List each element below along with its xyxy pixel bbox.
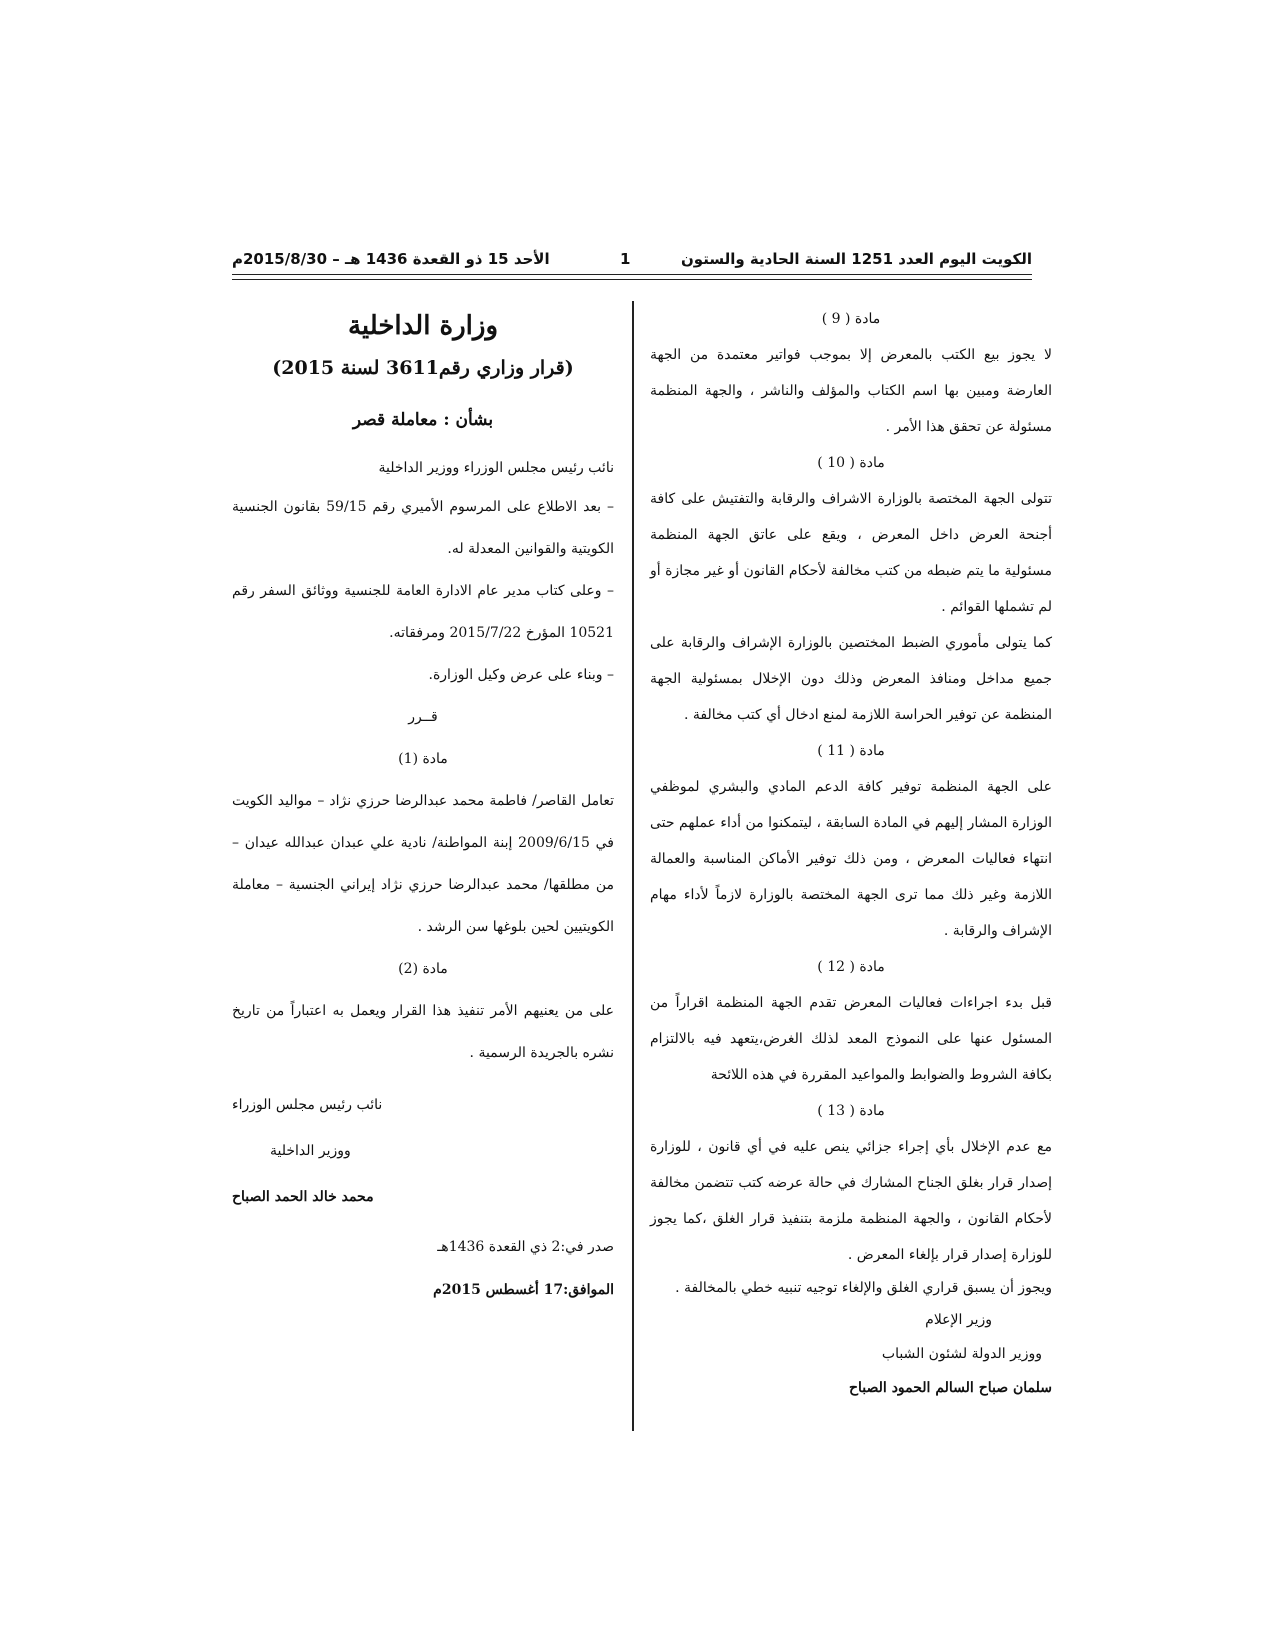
left-signature-block bbox=[232, 1082, 614, 1220]
decree-title: (قرار وزاري رقم3611 لسنة 2015) bbox=[272, 357, 574, 379]
recital-1: – بعد الاطلاع على المرسوم الأميري رقم 59/15 بقانون الجنسية الكويتية والقوانين المعدلة له. bbox=[232, 499, 614, 557]
article-9-text: لا يجوز بيع الكتب بالمعرض إلا بموجب فواتير معتمدة من الجهة العارضة ومبين بها اسم الكتاب والمؤلف والناشر ، والجهة المنظمة مسئولة عن تحقق هذا الأمر . bbox=[650, 347, 1052, 435]
article-13-heading: مادة ( 13 ) bbox=[817, 1103, 885, 1119]
decree-subject: بشأن : معاملة قصر bbox=[352, 410, 494, 430]
issue-date: صدر في:2 ذي القعدة 1436هـ bbox=[437, 1239, 614, 1255]
recital-2: – وعلى كتاب مدير عام الادارة العامة للجنسية ووثائق السفر رقم 10521 المؤرخ 2015/7/22 ومرفقاته. bbox=[232, 583, 614, 641]
article-10-text-2: كما يتولى مأموري الضبط المختصين بالوزارة الإشراف والرقابة على جميع مداخل ومنافذ المعرض وذلك دون الإخلال بمسئولية الجهة المنظمة عن توفير الحراسة اللازمة لمنع ادخال أي كتب مخالفة . bbox=[650, 635, 1052, 723]
recital-3: – وبناء على عرض وكيل الوزارة. bbox=[428, 667, 614, 683]
article-11-text: على الجهة المنظمة توفير كافة الدعم المادي والبشري لموظفي الوزارة المشار إليهم في المادة السابقة ، ليتمكنوا من أداء عملهم حتى انتهاء فعاليات المعرض ، ومن ذلك توفير الأماكن المناسبة والعمالة اللازمة وغير ذلك مما ترى الجهة المختصة بالوزارة لازماً لأداء مهام الإشراف والرقابة . bbox=[650, 779, 1052, 939]
article-2-heading: مادة (2) bbox=[398, 961, 448, 977]
signatory-title-2: ووزير الدولة لشئون الشباب bbox=[881, 1346, 1042, 1362]
corresponding-date: الموافق:17 أغسطس 2015م bbox=[433, 1282, 614, 1298]
header-rule-bottom bbox=[232, 279, 1032, 280]
signatory-title-1: وزير الإعلام bbox=[925, 1312, 992, 1328]
ministry-title: وزارة الداخلية bbox=[347, 311, 499, 341]
article-13-text-2: ويجوز أن يسبق قراري الغلق والإلغاء توجيه تنبيه خطي بالمخالفة . bbox=[675, 1280, 1052, 1296]
column-divider bbox=[632, 301, 634, 1431]
article-12-text: قبل بدء اجراءات فعاليات المعرض تقدم الجهة المنظمة اقراراً من المسئول عنها على النموذج المعد لذلك الغرض،يتعهد فيه بالالتزام بكافة الشروط والضوابط والمواعيد المقررة في هذه اللائحة bbox=[650, 995, 1052, 1083]
article-1-text: تعامل القاصر/ فاطمة محمد عبدالرضا حرزي نژاد – مواليد الكويت في 2009/6/15 إبنة المواطنة/ نادية علي عبدان عبدالله عيدان – من مطلقها/ محمد عبدالرضا حرزي نژاد إيراني الجنسية – معاملة الكويتيين لحين بلوغها سن الرشد . bbox=[232, 793, 615, 935]
article-13-text: مع عدم الإخلال بأي إجراء جزائي ينص عليه في أي قانون ، للوزارة إصدار قرار بغلق الجناح المشارك في حالة عرضه كتب تتضمن مخالفة لأحكام القانون ، والجهة المنظمة ملزمة بتنفيذ قرار الغلق ،كما يجوز للوزارة إصدار قرار بإلغاء المعرض . bbox=[650, 1139, 1052, 1263]
issuer-title: نائب رئيس مجلس الوزراء ووزير الداخلية bbox=[378, 460, 614, 476]
header-issue-info: الكويت اليوم العدد 1251 السنة الحادية والستون bbox=[681, 250, 1032, 268]
article-1-heading: مادة (1) bbox=[398, 751, 448, 767]
page-header bbox=[232, 246, 1032, 276]
article-2-text: على من يعنيهم الأمر تنفيذ هذا القرار ويعمل به اعتباراً من تاريخ نشره بالجريدة الرسمية . bbox=[232, 1003, 614, 1061]
page-number: 1 bbox=[620, 250, 631, 268]
signatory-title-2: ووزير الداخلية bbox=[270, 1143, 351, 1159]
header-date: الأحد 15 ذو القعدة 1436 هـ – 2015/8/30م bbox=[232, 250, 550, 268]
signatory-name: سلمان صباح السالم الحمود الصباح bbox=[849, 1380, 1052, 1396]
left-column bbox=[232, 304, 614, 1310]
header-rule-top bbox=[232, 274, 1032, 275]
decided-heading: قــرر bbox=[408, 709, 438, 725]
article-10-text: تتولى الجهة المختصة بالوزارة الاشراف والرقابة والتفتيش على كافة أجنحة العرض داخل المعرض ، ويقع على عاتق الجهة المنظمة مسئولية ما يتم ضبطه من كتب مخالفة لأحكام القانون أو غير مجازة أو لم تشملها القوائم . bbox=[650, 491, 1052, 615]
signatory-name: محمد خالد الحمد الصباح bbox=[232, 1189, 374, 1205]
article-9-heading: مادة ( 9 ) bbox=[821, 311, 881, 327]
article-10-heading: مادة ( 10 ) bbox=[817, 455, 885, 471]
article-11-heading: مادة ( 11 ) bbox=[817, 743, 885, 759]
signatory-title-1: نائب رئيس مجلس الوزراء bbox=[232, 1097, 383, 1113]
article-12-heading: مادة ( 12 ) bbox=[817, 959, 885, 975]
right-column bbox=[650, 301, 1052, 1405]
